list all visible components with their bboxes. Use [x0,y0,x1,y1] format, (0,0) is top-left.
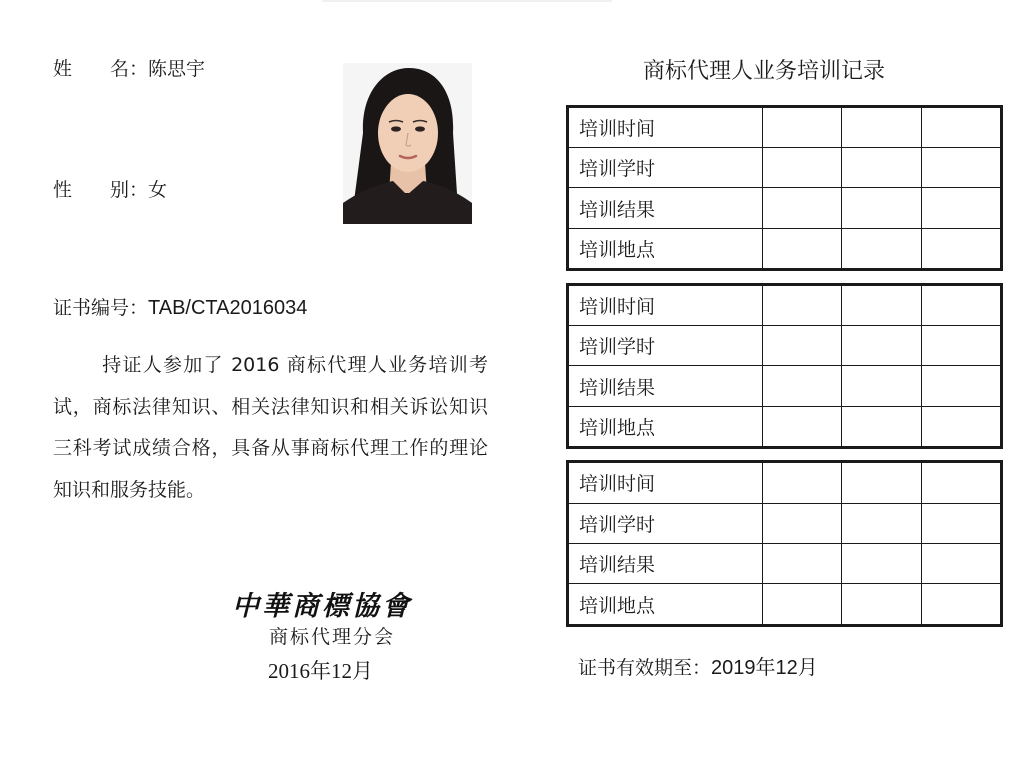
table-cell [762,188,841,228]
issuer-branch: 商标代理分会 [269,626,396,648]
table-cell [842,228,921,269]
validity-row [578,651,818,680]
table-cell [921,462,1001,504]
row-label: 培训结果 [568,366,763,406]
name-row [53,54,205,81]
row-label: 培训学时 [568,326,763,366]
table-row [568,285,1002,326]
table-cell [842,584,921,626]
table-cell [762,285,841,326]
table-cell [921,543,1001,583]
table-cell [842,462,921,504]
table-cell [921,228,1001,269]
table-cell [842,326,921,366]
issuer-seal [232,584,412,623]
certificate-statement [53,345,488,511]
table-row [568,584,1002,626]
table-cell [842,366,921,406]
table-cell [921,188,1001,228]
row-label: 培训地点 [568,406,763,447]
table-cell [762,228,841,269]
table-row [568,326,1002,366]
certificate-number-row [53,293,307,320]
row-label: 培训结果 [568,543,763,583]
table-cell [762,462,841,504]
row-label: 培训地点 [568,584,763,626]
validity-label: 证书有效期至： [578,657,712,679]
certificate-statement-text: 持证人参加了 2016 商标代理人业务培训考试，商标法律知识、相关法律知识和相关诉讼知识三科考试成绩合格，具备从事商标代理工作的理论知识和服务技能。 [53,354,488,501]
table-cell [762,503,841,543]
table-row [568,228,1002,269]
row-label: 培训学时 [568,503,763,543]
certificate-number-value: TAB/CTA2016034 [148,297,308,319]
table-cell [921,366,1001,406]
table-row [568,107,1002,148]
row-label: 培训时间 [568,107,763,148]
table-cell [921,107,1001,148]
table-cell [842,503,921,543]
gender-row [53,175,167,202]
table-cell [921,285,1001,326]
table-row [568,406,1002,447]
issuer-seal-text: 中華商標協會 [232,591,412,622]
row-label: 培训学时 [568,148,763,188]
table-row [568,366,1002,406]
table-cell [842,543,921,583]
table-row [568,148,1002,188]
table-cell [842,406,921,447]
row-label: 培训地点 [568,228,763,269]
table-cell [762,366,841,406]
table-cell [921,503,1001,543]
validity-value: 2019年12月 [711,657,818,679]
training-table-3 [566,460,1003,627]
table-row [568,503,1002,543]
table-cell [762,406,841,447]
table-cell [842,148,921,188]
table-cell [921,148,1001,188]
row-label: 培训时间 [568,285,763,326]
table-cell [842,285,921,326]
table-row [568,462,1002,504]
table-cell [842,107,921,148]
table-cell [762,107,841,148]
table-cell [921,326,1001,366]
name-label: 姓 名： [53,58,149,80]
training-table-2 [566,283,1003,449]
table-cell [762,543,841,583]
table-cell [762,584,841,626]
table-cell [842,188,921,228]
table-cell [921,584,1001,626]
training-table-1 [566,105,1003,271]
gender-value: 女 [148,179,168,201]
holder-photo [343,63,472,224]
row-label: 培训时间 [568,462,763,504]
top-edge-line [322,0,612,2]
issue-date: 2016年12月 [268,659,373,683]
training-record-title: 商标代理人业务培训记录 [643,59,886,84]
table-row [568,543,1002,583]
row-label: 培训结果 [568,188,763,228]
table-cell [762,148,841,188]
table-cell [921,406,1001,447]
certificate-number-label: 证书编号： [53,297,149,319]
gender-label: 性 别： [53,179,149,201]
table-row [568,188,1002,228]
name-value: 陈思宇 [148,58,206,80]
table-cell [762,326,841,366]
